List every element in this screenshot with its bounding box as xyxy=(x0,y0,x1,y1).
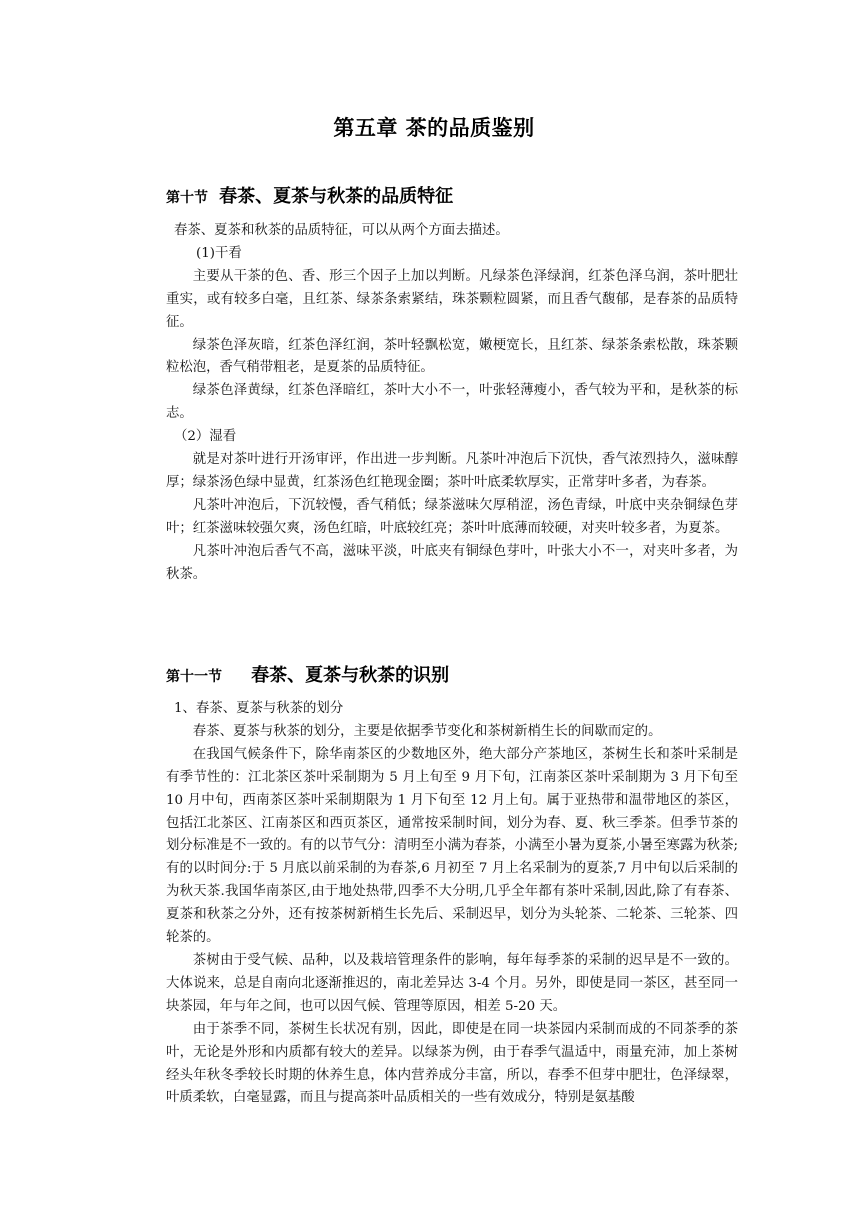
section-11-heading xyxy=(166,661,449,687)
subheading-dry-look: (1)干看 xyxy=(196,245,242,261)
section-11-title: 春茶、夏茶与秋茶的识别 xyxy=(251,665,450,686)
chapter-title: 第五章 茶的品质鉴别 xyxy=(333,116,535,140)
paragraph: 茶树由于受气候、品种，以及栽培管理条件的影响，每年每季茶的采制的迟早是不一致的。大体说来，总是自南向北逐渐推迟的，南北差异达 3-4 个月。另外，即使是同一茶区，甚至同一块茶园，年与年之间，也可以因气候、管理等原因，相差 5-20 天。 xyxy=(166,952,738,1014)
section-10-title: 春茶、夏茶与秋茶的品质特征 xyxy=(219,186,454,207)
section-11-body xyxy=(166,698,738,1110)
paragraph: 凡茶叶冲泡后，下沉较慢，香气稍低；绿茶滋味欠厚稍涩，汤色青绿，叶底中夹杂铜绿色芽叶；红茶滋味较强欠爽，汤色红暗，叶底较红亮；茶叶叶底薄而较硬，对夹叶较多者，为夏茶。 xyxy=(166,497,738,536)
section-11-number: 第十一节 xyxy=(166,669,222,685)
section-10-body xyxy=(166,220,738,587)
paragraph: 春茶、夏茶与秋茶的划分，主要是依据季节变化和茶树新梢生长的间歇而定的。 xyxy=(192,723,662,739)
paragraph: 由于茶季不同，茶树生长状况有别，因此，即使是在同一块茶园内采制而成的不同茶季的茶叶，无论是外形和内质都有较大的差异。以绿茶为例，由于春季气温适中，雨量充沛，加上茶树经头年秋冬季较长时期的休养生息，体内营养成分丰富，所以，春季不但芽中肥壮，色泽绿翠，叶质柔软，白毫显露，而且与提高茶叶品质相关的一些有效成分，特别是氨基酸 xyxy=(166,1021,738,1106)
paragraph: 绿茶色泽灰暗，红茶色泽红润，茶叶轻飘松宽，嫩梗宽长，且红茶、绿茶条索松散，珠茶颗粒松泡，香气稍带粗老，是夏茶的品质特征。 xyxy=(166,337,738,376)
paragraph: 绿茶色泽黄绿，红茶色泽暗红，茶叶大小不一，叶张轻薄瘦小，香气较为平和，是秋茶的标志。 xyxy=(166,383,738,422)
paragraph: 春茶、夏茶和秋茶的品质特征，可以从两个方面去描述。 xyxy=(174,223,509,238)
section-10-number: 第十节 xyxy=(166,190,208,206)
section-10-heading xyxy=(166,182,453,208)
subheading-wet-look: （2）湿看 xyxy=(174,429,237,445)
subheading-division: 1、春茶、夏茶与秋茶的划分 xyxy=(174,701,344,716)
paragraph: 就是对茶叶进行开汤审评，作出进一步判断。凡茶叶冲泡后下沉快，香气浓烈持久，滋味醇厚；绿茶汤色绿中显黄，红茶汤色红艳现金圈；茶叶叶底柔软厚实，正常芽叶多者，为春茶。 xyxy=(166,452,738,490)
paragraph: 主要从干茶的色、香、形三个因子上加以判断。凡绿茶色泽绿润，红茶色泽乌润，茶叶肥壮重实，或有较多白毫，且红茶、绿茶条索紧结，珠茶颗粒圆紧，而且香气馥郁，是春茶的品质特征。 xyxy=(166,268,738,330)
paragraph: 凡茶叶冲泡后香气不高，滋味平淡，叶底夹有铜绿色芽叶，叶张大小不一，对夹叶多者，为秋茶。 xyxy=(166,543,738,582)
paragraph: 在我国气候条件下，除华南茶区的少数地区外，绝大部分产茶地区，茶树生长和茶叶采制是有季节性的：江北茶区茶叶采制期为 5 月上旬至 9 月下旬，江南茶区茶叶采制期为 3 月下旬至 10 月中旬，西南茶区茶叶采制期限为 1 月下旬至 12 月上旬。属于亚热带和温带地区的茶区，包括江北茶区、江南茶区和西页茶区，通常按采制时间，划分为春、夏、秋三季茶。但季节茶的划分标准是不一致的。有的以节气分：清明至小满为春茶，小满至小暑为夏茶,小暑至寒露为秋茶;有的以时间分:于 5 月底以前采制的为春茶,6 月初至 7 月上名采制为的夏茶,7 月中旬以后采制的为秋天茶.我国华南茶区,由于地处热带,四季不大分明,几乎全年都有茶叶采制,因此,除了有春茶、夏茶和秋茶之分外，还有按茶树新梢生长先后、采制迟早，划分为头轮茶、二轮茶、三轮茶、四轮茶的。 xyxy=(166,746,738,946)
